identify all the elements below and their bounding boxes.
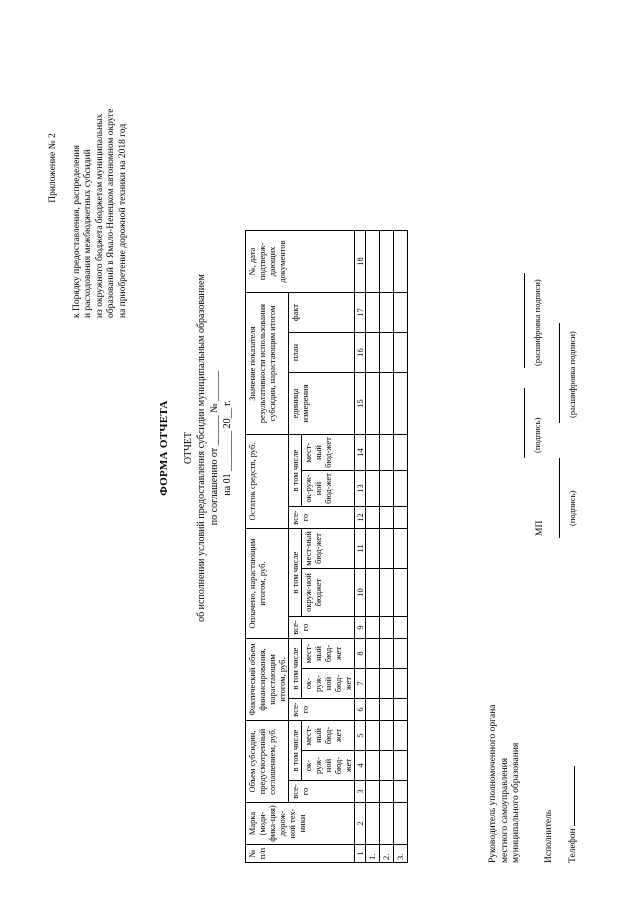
header-fact: факт (289, 293, 355, 333)
header-no: № п/п (246, 845, 355, 863)
table-cell (394, 569, 408, 617)
table-cell (380, 751, 394, 781)
decode-caption: (расшифровка подписи) (532, 279, 542, 366)
header-all: все-го (289, 699, 355, 721)
column-number: 15 (355, 373, 366, 435)
header-district: ок-руж-ной бюд-жет (302, 751, 355, 781)
table-cell (380, 529, 394, 569)
table-cell (380, 435, 394, 471)
table-cell (366, 293, 380, 333)
table-cell (366, 231, 380, 293)
header-local: мест-ный бюд-жет (302, 435, 355, 471)
report-agreement: по соглашению от ______ № ______ (209, 370, 220, 526)
table-cell (366, 333, 380, 373)
table-cell (394, 507, 408, 529)
head-line: Руководитель уполномоченного органа (488, 704, 498, 863)
table-row (380, 231, 394, 863)
header-local: мест-ный бюд-жет (302, 639, 355, 669)
table-cell (380, 293, 394, 333)
table-cell (380, 803, 394, 845)
column-number: 9 (355, 617, 366, 639)
column-number: 8 (355, 639, 366, 669)
row-number: 1. (366, 845, 380, 863)
appendix-header (48, 18, 129, 318)
table-cell (366, 529, 380, 569)
phone-label (568, 766, 580, 863)
table-cell (366, 471, 380, 507)
column-number: 1 (355, 845, 366, 863)
column-number: 11 (355, 529, 366, 569)
header-incl: в том числе (289, 529, 302, 617)
decode-caption: (расшифровка подписи) (567, 331, 577, 418)
column-number: 12 (355, 507, 366, 529)
sign-caption: (подпись) (532, 417, 542, 453)
header-district: ок-руж-ной бюд-жет (302, 471, 355, 507)
header-financing: Фактический объем финансирования, нарастающим итогом, руб. (246, 639, 289, 721)
table-cell (366, 669, 380, 699)
table-cell (380, 569, 394, 617)
column-number: 4 (355, 751, 366, 781)
header-district: ок-руж-ной бюд-жет (302, 669, 355, 699)
stamp-mark: МП (535, 520, 545, 536)
table-cell (380, 333, 394, 373)
header-brand: Марка (моди-фика-ция) дорож-ной тех-ники (246, 803, 355, 845)
executor-sign-line (553, 458, 565, 538)
table-cell (394, 781, 408, 803)
table-cell (394, 803, 408, 845)
table-cell (394, 231, 408, 293)
table-cell (394, 617, 408, 639)
column-number: 2 (355, 803, 366, 845)
header-subsidy: Объем субсидии, предусмотренный соглашением, руб. (246, 721, 289, 803)
table-cell (394, 721, 408, 751)
table-cell (380, 669, 394, 699)
table-cell (366, 721, 380, 751)
form-title: ФОРМА ОТЧЕТА (158, 400, 170, 496)
header-local: мест-ный бюд-жет (302, 529, 355, 569)
table-cell (366, 751, 380, 781)
header-unit: единица измерения (289, 373, 355, 435)
header-paid: Оплачено, нарастающим итогом, руб. (246, 529, 289, 639)
header-district: окруж-ной бюджет (302, 569, 355, 617)
table-cell (380, 507, 394, 529)
table-cell (366, 435, 380, 471)
appendix-line: образований в Ямало-Ненецком автономном округе (106, 108, 116, 318)
column-numbers-row (355, 231, 366, 863)
head-line: местного самоуправления (499, 757, 510, 863)
table-cell (366, 699, 380, 721)
executor-decode-line (553, 323, 565, 423)
table-cell (380, 231, 394, 293)
header-balance: Остаток средств, руб. (246, 435, 289, 529)
table-cell (380, 781, 394, 803)
report-date: на 01 ________ 20__ г. (222, 400, 233, 496)
table-cell (380, 471, 394, 507)
phone-text: Телефон (568, 828, 578, 863)
rotated-form (48, 18, 593, 878)
table-cell (380, 721, 394, 751)
head-decode-line (518, 273, 530, 368)
table-cell (394, 751, 408, 781)
appendix-number: Приложение № 2 (48, 133, 58, 203)
header-indicator: Значение показателя результативности использования субсидии, нарастающим итогом (246, 293, 289, 435)
table-cell (366, 617, 380, 639)
table-row (366, 231, 380, 863)
header-docs: №, дата подтверж-дающих документов (246, 231, 355, 293)
head-line: муниципального образования (511, 742, 521, 863)
table-cell (394, 293, 408, 333)
table-row (394, 231, 408, 863)
table-cell (366, 803, 380, 845)
appendix-line: из окружного бюджета бюджетам муниципальных (94, 113, 105, 318)
table-cell (394, 333, 408, 373)
report-table (245, 230, 408, 863)
report-title: ОТЧЕТ (183, 431, 194, 465)
table-cell (380, 699, 394, 721)
header-local: мест-ный бюд-жет (302, 721, 355, 751)
sign-caption: (подпись) (567, 490, 577, 526)
header-incl: в том числе (289, 639, 302, 699)
table-cell (394, 471, 408, 507)
table-cell (394, 529, 408, 569)
table-cell (366, 569, 380, 617)
column-number: 10 (355, 569, 366, 617)
report-subtitle: об исполнении условий предоставления субсидии муниципальным образованием (196, 274, 207, 622)
column-number: 14 (355, 435, 366, 471)
table-cell (366, 639, 380, 669)
column-number: 6 (355, 699, 366, 721)
table-cell (394, 639, 408, 669)
executor-label: Исполнитель (544, 809, 554, 863)
header-incl: в том числе (289, 435, 302, 507)
table-cell (380, 373, 394, 435)
table-cell (394, 373, 408, 435)
head-sign-line (518, 388, 530, 458)
header-plan: план (289, 333, 355, 373)
row-number: 3. (394, 845, 408, 863)
column-number: 7 (355, 669, 366, 699)
column-number: 5 (355, 721, 366, 751)
appendix-line: и расходования межбюджетных субсидий (83, 149, 93, 318)
header-all: все-го (289, 781, 355, 803)
column-number: 17 (355, 293, 366, 333)
row-number: 2. (380, 845, 394, 863)
table-cell (394, 699, 408, 721)
table-cell (380, 639, 394, 669)
header-all: все-го (289, 617, 355, 639)
table-cell (366, 781, 380, 803)
table-cell (366, 373, 380, 435)
header-all: все-го (289, 507, 355, 529)
table-cell (394, 435, 408, 471)
column-number: 16 (355, 333, 366, 373)
appendix-line: на приобретение дорожной техники на 2018 год (117, 123, 128, 318)
head-signature-label (488, 704, 523, 863)
column-number: 13 (355, 471, 366, 507)
appendix-line: к Порядку предоставления, распределения (71, 145, 82, 318)
column-number: 3 (355, 781, 366, 803)
table-cell (366, 507, 380, 529)
header-incl: в том числе (289, 721, 302, 781)
table-cell (394, 669, 408, 699)
table-cell (380, 617, 394, 639)
column-number: 18 (355, 231, 366, 293)
